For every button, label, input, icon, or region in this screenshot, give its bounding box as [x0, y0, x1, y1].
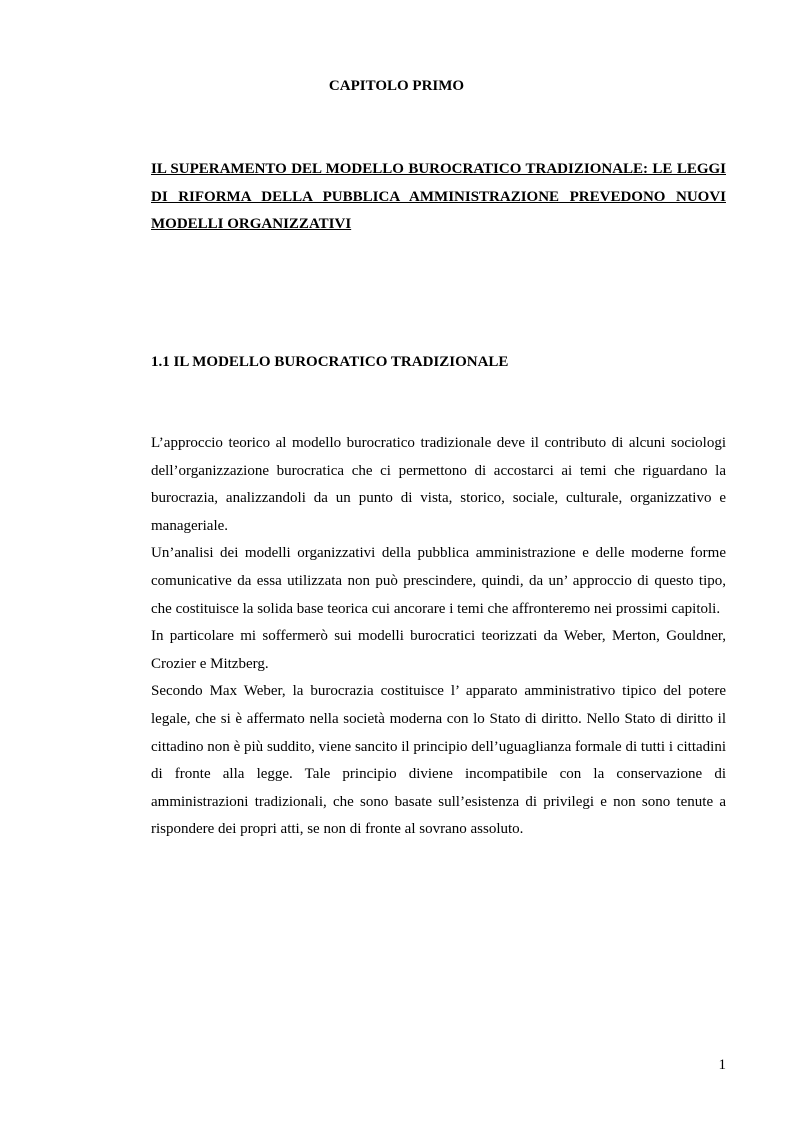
paragraph: Un’analisi dei modelli organizzativi della pubblica amministrazione e delle moderne forme comunicative da essa utilizzata non può prescindere, quindi, da un’ approccio di questo tipo, che costituisce la solida base teorica cui ancorare i temi che affronteremo nei prossimi capitoli. — [151, 545, 726, 617]
paragraph: In particolare mi soffermerò sui modelli burocratici teorizzati da Weber, Merton, Gouldner, Crozier e Mitzberg. — [151, 628, 726, 672]
chapter-label: CAPITOLO PRIMO — [328, 78, 465, 94]
section-heading: 1.1 IL MODELLO BUROCRATICO TRADIZIONALE — [151, 354, 509, 370]
body-text — [151, 430, 726, 844]
paragraph: Secondo Max Weber, la burocrazia costituisce l’ apparato amministrativo tipico del potere legale, che si è affermato nella società moderna con lo Stato di diritto. Nello Stato di diritto il cittadino non è più suddito, viene sancito il principio dell’uguaglianza formale di tutti i cittadini di fronte alla legge. Tale principio diviene incompatibile con la conservazione di amministrazioni tradizionali, che sono basate sull’esistenza di privilegi e non sono tenute a rispondere dei propri atti, se non di fronte al sovrano assoluto. — [151, 683, 726, 838]
paragraph: L’approccio teorico al modello burocratico tradizionale deve il contributo di alcuni sociologi dell’organizzazione burocratica che ci permettono di accostarci ai temi che riguardano la burocrazia, analizzandoli da un punto di vista, storico, sociale, culturale, organizzativo e manageriale. — [151, 435, 726, 534]
page-number: 1 — [718, 1057, 726, 1073]
chapter-title: IL SUPERAMENTO DEL MODELLO BUROCRATICO TRADIZIONALE: LE LEGGI DI RIFORMA DELLA PUBBLICA AMMINISTRAZIONE PREVEDONO NUOVI MODELLI ORGANIZZATIVI — [151, 161, 726, 232]
